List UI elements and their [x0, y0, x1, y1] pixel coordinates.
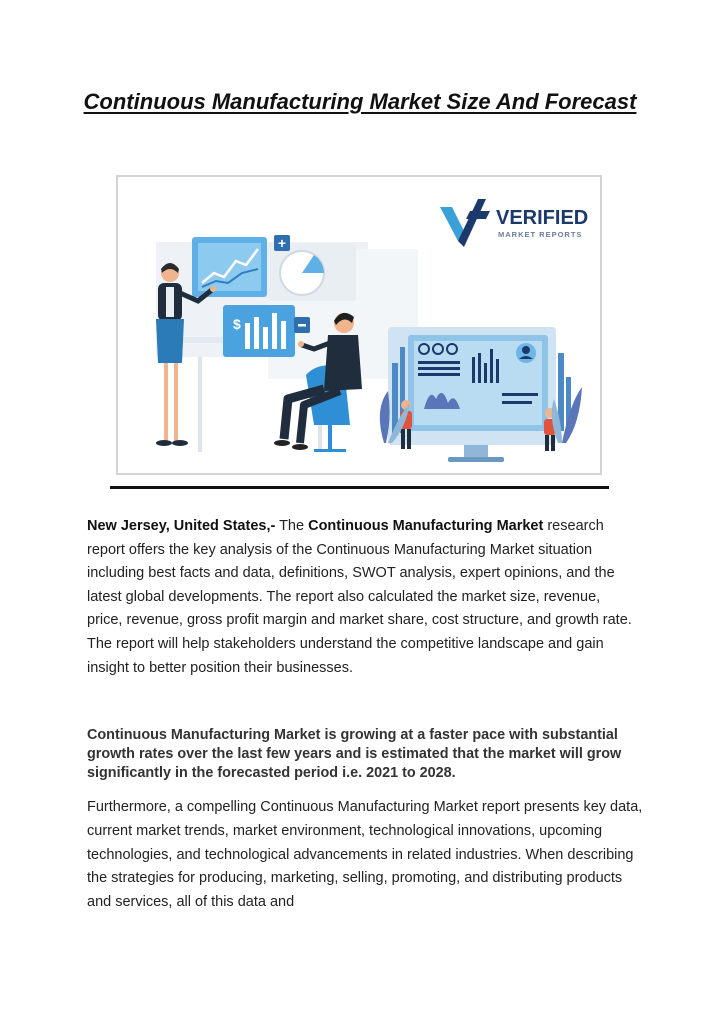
intro-paragraph [87, 515, 637, 680]
dollar-icon: $ [233, 316, 241, 332]
pie-chart-card [268, 243, 356, 301]
report-details-paragraph: Furthermore, a compelling Continuous Manufacturing Market report presents key data, current market trends, market environment, technological innovations, upcoming technologies, and technological advancements in related industries. When describing the strategies for producing, marketing, selling, promoting, and distributing products and services, all of this data and [87, 799, 643, 911]
growth-highlight-paragraph: Continuous Manufacturing Market is growing at a faster pace with substantial growth rates over the last few years and is estimated that the market will grow significantly in the forecasted period i.e. 2021 to 2028. [87, 727, 622, 781]
hero-illustration [116, 175, 602, 475]
bar-chart-screen [223, 305, 295, 357]
market-name-text: Continuous Manufacturing Market [308, 518, 544, 534]
svg-text:VERIFIED: VERIFIED [496, 207, 589, 229]
minus-icon [294, 317, 310, 333]
dashboard-monitor [388, 327, 556, 462]
intro-text-body: research report offers the key analysis of the Continuous Manufacturing Market situation including best facts and data, definitions, SWOT analysis, expert opinions, and the latest global developments. The report also calculated the market size, revenue, price, revenue, gross profit margin and market share, cost structure, and growth rate. The report will help stakeholders understand the competitive landscape and gain insight to better position their businesses. [87, 518, 632, 676]
section-divider [110, 486, 609, 489]
verified-market-reports-logo [440, 199, 588, 247]
plus-icon [274, 235, 290, 251]
svg-text:MARKET REPORTS: MARKET REPORTS [498, 230, 583, 239]
page-title: Continuous Manufacturing Market Size And Forecast [83, 89, 637, 114]
svg-text:+: + [277, 235, 287, 251]
line-chart-screen [192, 237, 267, 297]
intro-text-connector: The [275, 518, 309, 534]
business-analytics-illustration [118, 177, 600, 473]
location-text: New Jersey, United States,- [87, 518, 276, 534]
